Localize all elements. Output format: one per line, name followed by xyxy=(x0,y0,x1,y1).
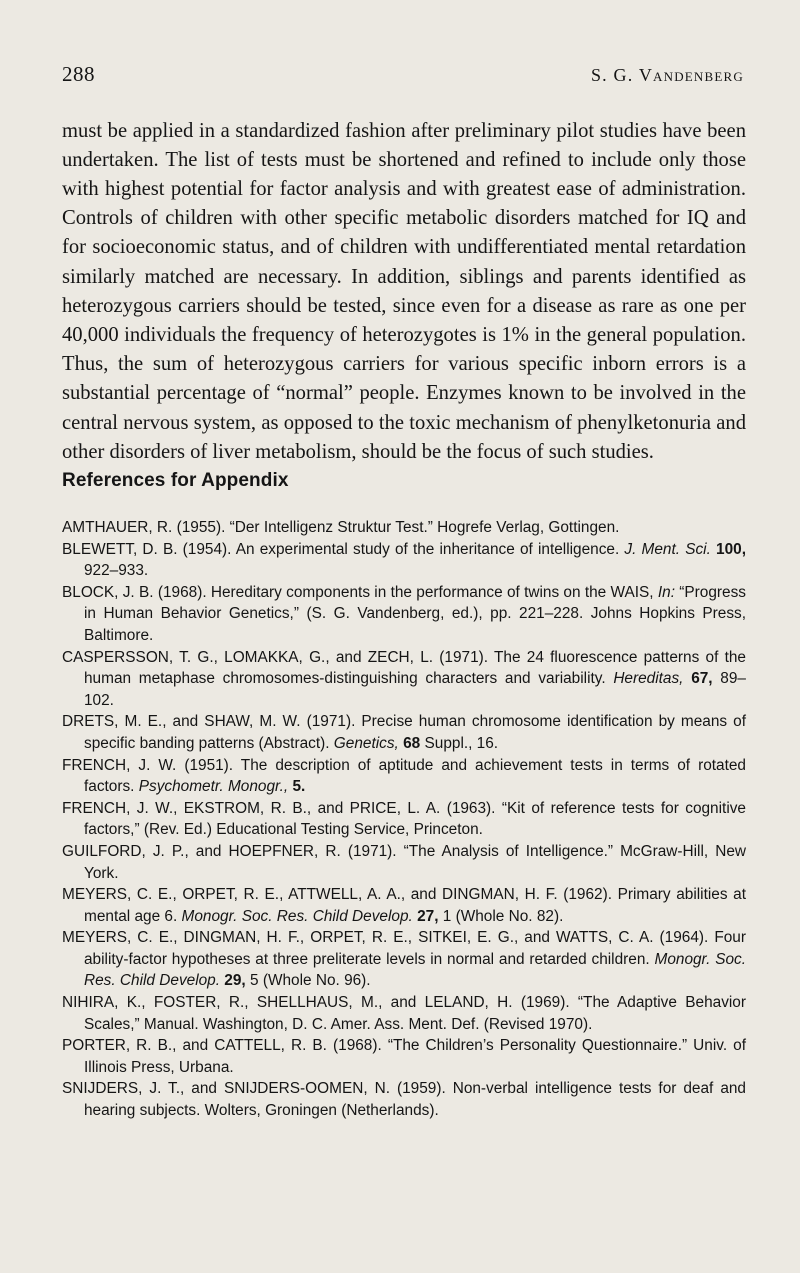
reference-entry: PORTER, R. B., and CATTELL, R. B. (1968). “The Children’s Personality Questionnaire.” Univ. of Illinois Press, Urbana. xyxy=(62,1037,746,1076)
reference-entry: SNIJDERS, J. T., and SNIJDERS-OOMEN, N. (1959). Non-verbal intelligence tests for deaf and hearing subjects. Wolters, Groningen (Netherlands). xyxy=(62,1080,746,1120)
body-paragraph: must be applied in a standardized fashion after preliminary pilot studies have been undertaken. The list of tests must be shortened and refined to include only those with highest potential for factor analysis and with greatest ease of administration. Controls of children with other specific metabolic disorders matched for IQ and for socioeconomic status, and of children with undifferentiated mental retardation similarly matched are necessary. In addition, siblings and parents identified as heterozygous carriers should be tested, since even for a disease as rare as one per 40,000 individuals the frequency of heterozygotes is 1% in the general population. Thus, the sum of heterozygous carriers for various specific inborn errors is a substantial percentage of “normal” people. Enzymes known to be involved in the central nervous system, as opposed to the toxic mechanism of phenylketonuria and other disorders of liver metabolism, should be the focus of such studies. xyxy=(62,119,746,463)
reference-entry: FRENCH, J. W., EKSTROM, R. B., and PRICE, L. A. (1963). “Kit of reference tests for cognitive factors,” (Rev. Ed.) Educational Testing Service, Princeton. xyxy=(62,799,746,839)
reference-entry: CASPERSSON, T. G., LOMAKKA, G., and ZECH, L. (1971). The 24 fluorescence patterns of the human metaphase chromosomes-distinguishing characters and variability. Hereditas, 67, 89–102. xyxy=(62,648,746,709)
page-number: 288 xyxy=(62,62,95,86)
reference-entry: MEYERS, C. E., ORPET, R. E., ATTWELL, A. A., and DINGMAN, H. F. (1962). Primary abilities at mental age 6. Monogr. Soc. Res. Child Develop. 27, 1 (Whole No. 82). xyxy=(62,886,746,925)
page-header xyxy=(62,62,744,87)
reference-entry: GUILFORD, J. P., and HOEPFNER, R. (1971). “The Analysis of Intelligence.” McGraw-Hill, New York. xyxy=(62,842,746,882)
reference-list xyxy=(62,517,746,1122)
reference-entry: NIHIRA, K., FOSTER, R., SHELLHAUS, M., and LELAND, H. (1969). “The Adaptive Behavior Scales,” Manual. Washington, D. C. Amer. Ass. Ment. Def. (Revised 1970). xyxy=(62,994,746,1033)
running-head: S. G. Vandenberg xyxy=(590,65,744,85)
reference-entry: MEYERS, C. E., DINGMAN, H. F., ORPET, R. E., SITKEI, E. G., and WATTS, C. A. (1964). Four ability-factor hypotheses at three preliterate levels in normal and retarded children. Monogr. Soc. Res. Child Develop. 29, 5 (Whole No. 96). xyxy=(62,929,746,990)
reference-entry: BLOCK, J. B. (1968). Hereditary components in the performance of twins on the WAIS, In: “Progress in Human Behavior Genetics,” (S. G. Vandenberg, ed.), pp. 221–228. Johns Hopkins Press, Baltimore. xyxy=(62,583,746,644)
reference-entry: BLEWETT, D. B. (1954). An experimental study of the inheritance of intelligence. J. Ment. Sci. 100, 922–933. xyxy=(62,540,747,580)
reference-entry: FRENCH, J. W. (1951). The description of aptitude and achievement tests in terms of rotated factors. Psychometr. Monogr., 5. xyxy=(62,756,746,796)
reference-entry: AMTHAUER, R. (1955). “Der Intelligenz Struktur Test.” Hogrefe Verlag, Gottingen. xyxy=(62,519,620,536)
reference-entry: DRETS, M. E., and SHAW, M. W. (1971). Precise human chromosome identification by means of specific banding patterns (Abstract). Genetics, 68 Suppl., 16. xyxy=(62,713,746,752)
section-heading: References for Appendix xyxy=(62,470,289,491)
